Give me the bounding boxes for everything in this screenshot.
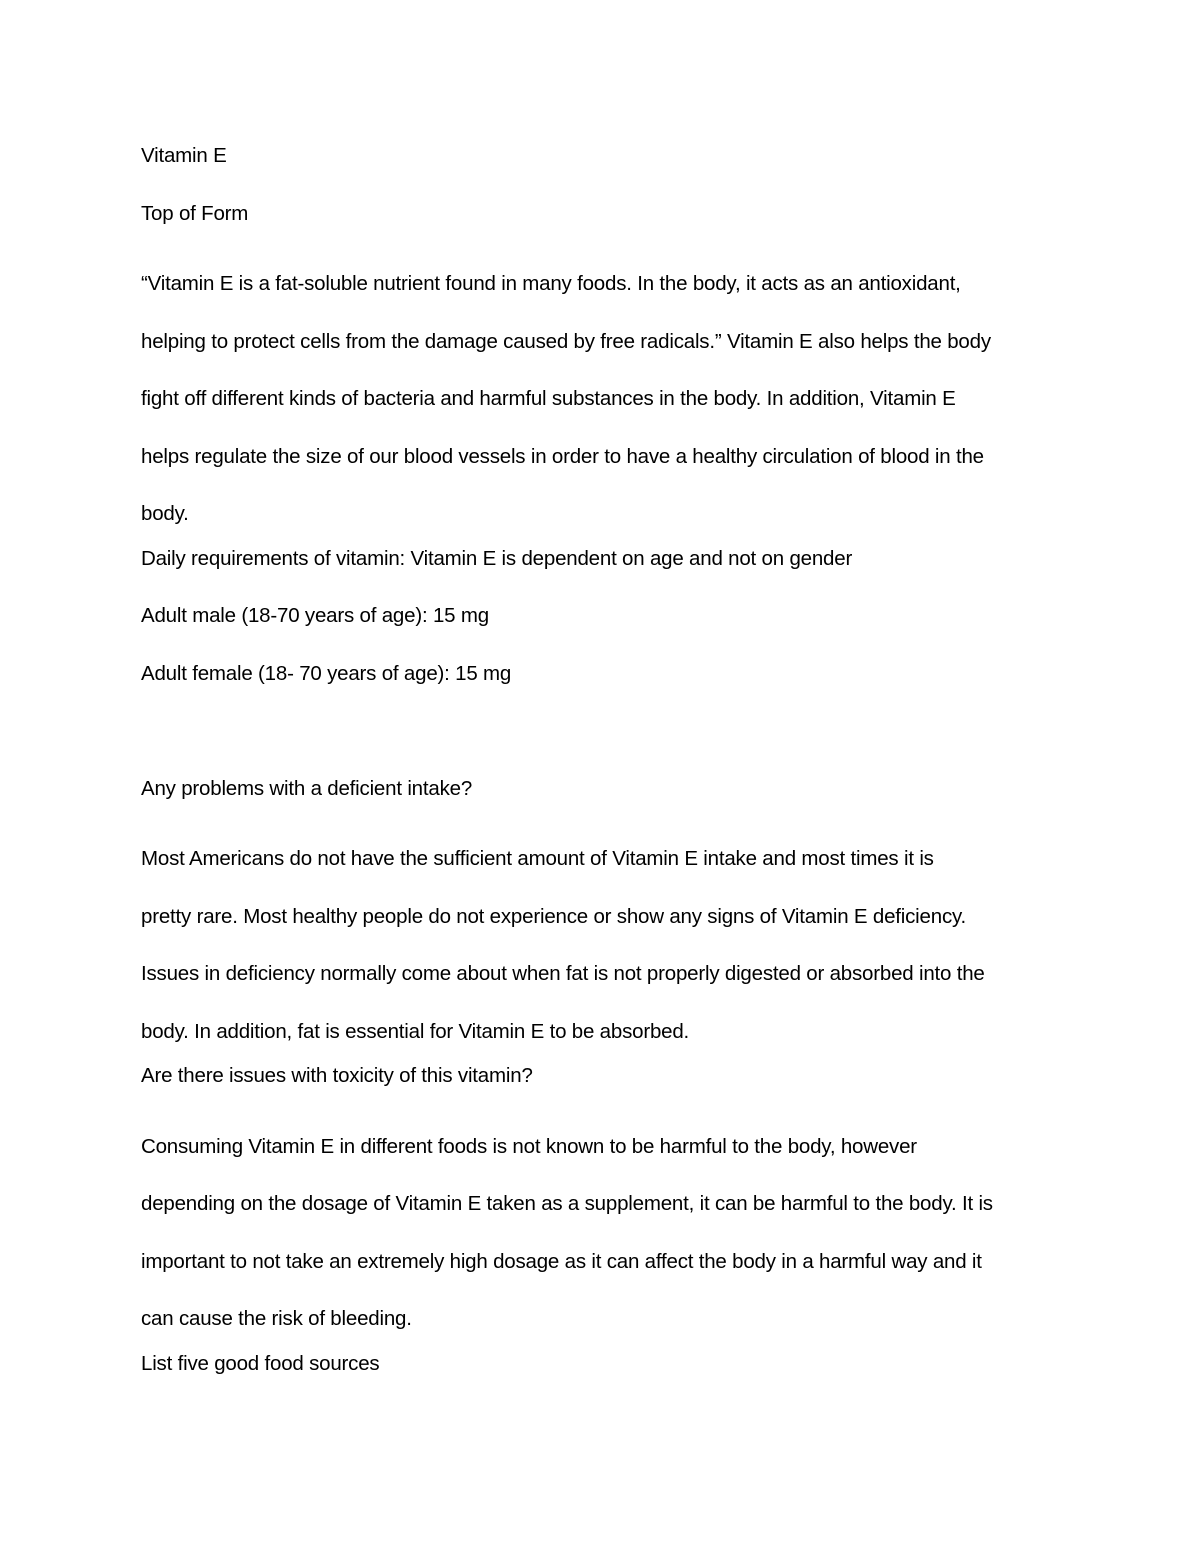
toxicity-line: can cause the risk of bleeding. bbox=[141, 1307, 412, 1330]
intro-line: helping to protect cells from the damage caused by free radicals.” Vitamin E also helps the body bbox=[141, 329, 991, 353]
intro-line: fight off different kinds of bacteria and harmful substances in the body. In addition, Vitamin E bbox=[141, 387, 956, 410]
toxicity-line: important to not take an extremely high dosage as it can affect the body in a harmful way and it bbox=[141, 1249, 982, 1273]
intro-line: “Vitamin E is a fat-soluble nutrient found in many foods. In the body, it acts as an antioxidant, bbox=[141, 272, 961, 295]
toxicity-paragraph bbox=[141, 1118, 1071, 1348]
deficiency-paragraph bbox=[141, 830, 1071, 1060]
intro-paragraph bbox=[141, 255, 1071, 543]
document-body bbox=[141, 140, 1071, 1405]
toxicity-line: depending on the dosage of Vitamin E taken as a supplement, it can be harmful to the body. It is bbox=[141, 1192, 993, 1215]
blank-line bbox=[141, 715, 1071, 773]
adult-female-requirement: Adult female (18- 70 years of age): 15 mg bbox=[141, 661, 512, 685]
deficiency-question: Any problems with a deficient intake? bbox=[141, 776, 473, 800]
deficiency-line: Most Americans do not have the sufficient amount of Vitamin E intake and most times it is bbox=[141, 847, 934, 870]
deficiency-line: pretty rare. Most healthy people do not experience or show any signs of Vitamin E deficiency. bbox=[141, 904, 967, 928]
intro-line: helps regulate the size of our blood vessels in order to have a healthy circulation of blood in the bbox=[141, 444, 984, 468]
document-title: Vitamin E bbox=[141, 144, 227, 167]
adult-male-requirement: Adult male (18-70 years of age): 15 mg bbox=[141, 604, 489, 627]
daily-requirements-heading: Daily requirements of vitamin: Vitamin E is dependent on age and not on gender bbox=[141, 546, 853, 570]
form-marker: Top of Form bbox=[141, 201, 249, 225]
toxicity-question: Are there issues with toxicity of this vitamin? bbox=[141, 1064, 533, 1087]
food-sources-heading: List five good food sources bbox=[141, 1351, 380, 1375]
intro-line: body. bbox=[141, 502, 189, 525]
deficiency-line: Issues in deficiency normally come about when fat is not properly digested or absorbed into the bbox=[141, 962, 985, 985]
toxicity-line: Consuming Vitamin E in different foods is not known to be harmful to the body, however bbox=[141, 1134, 917, 1158]
deficiency-line: body. In addition, fat is essential for Vitamin E to be absorbed. bbox=[141, 1019, 690, 1043]
